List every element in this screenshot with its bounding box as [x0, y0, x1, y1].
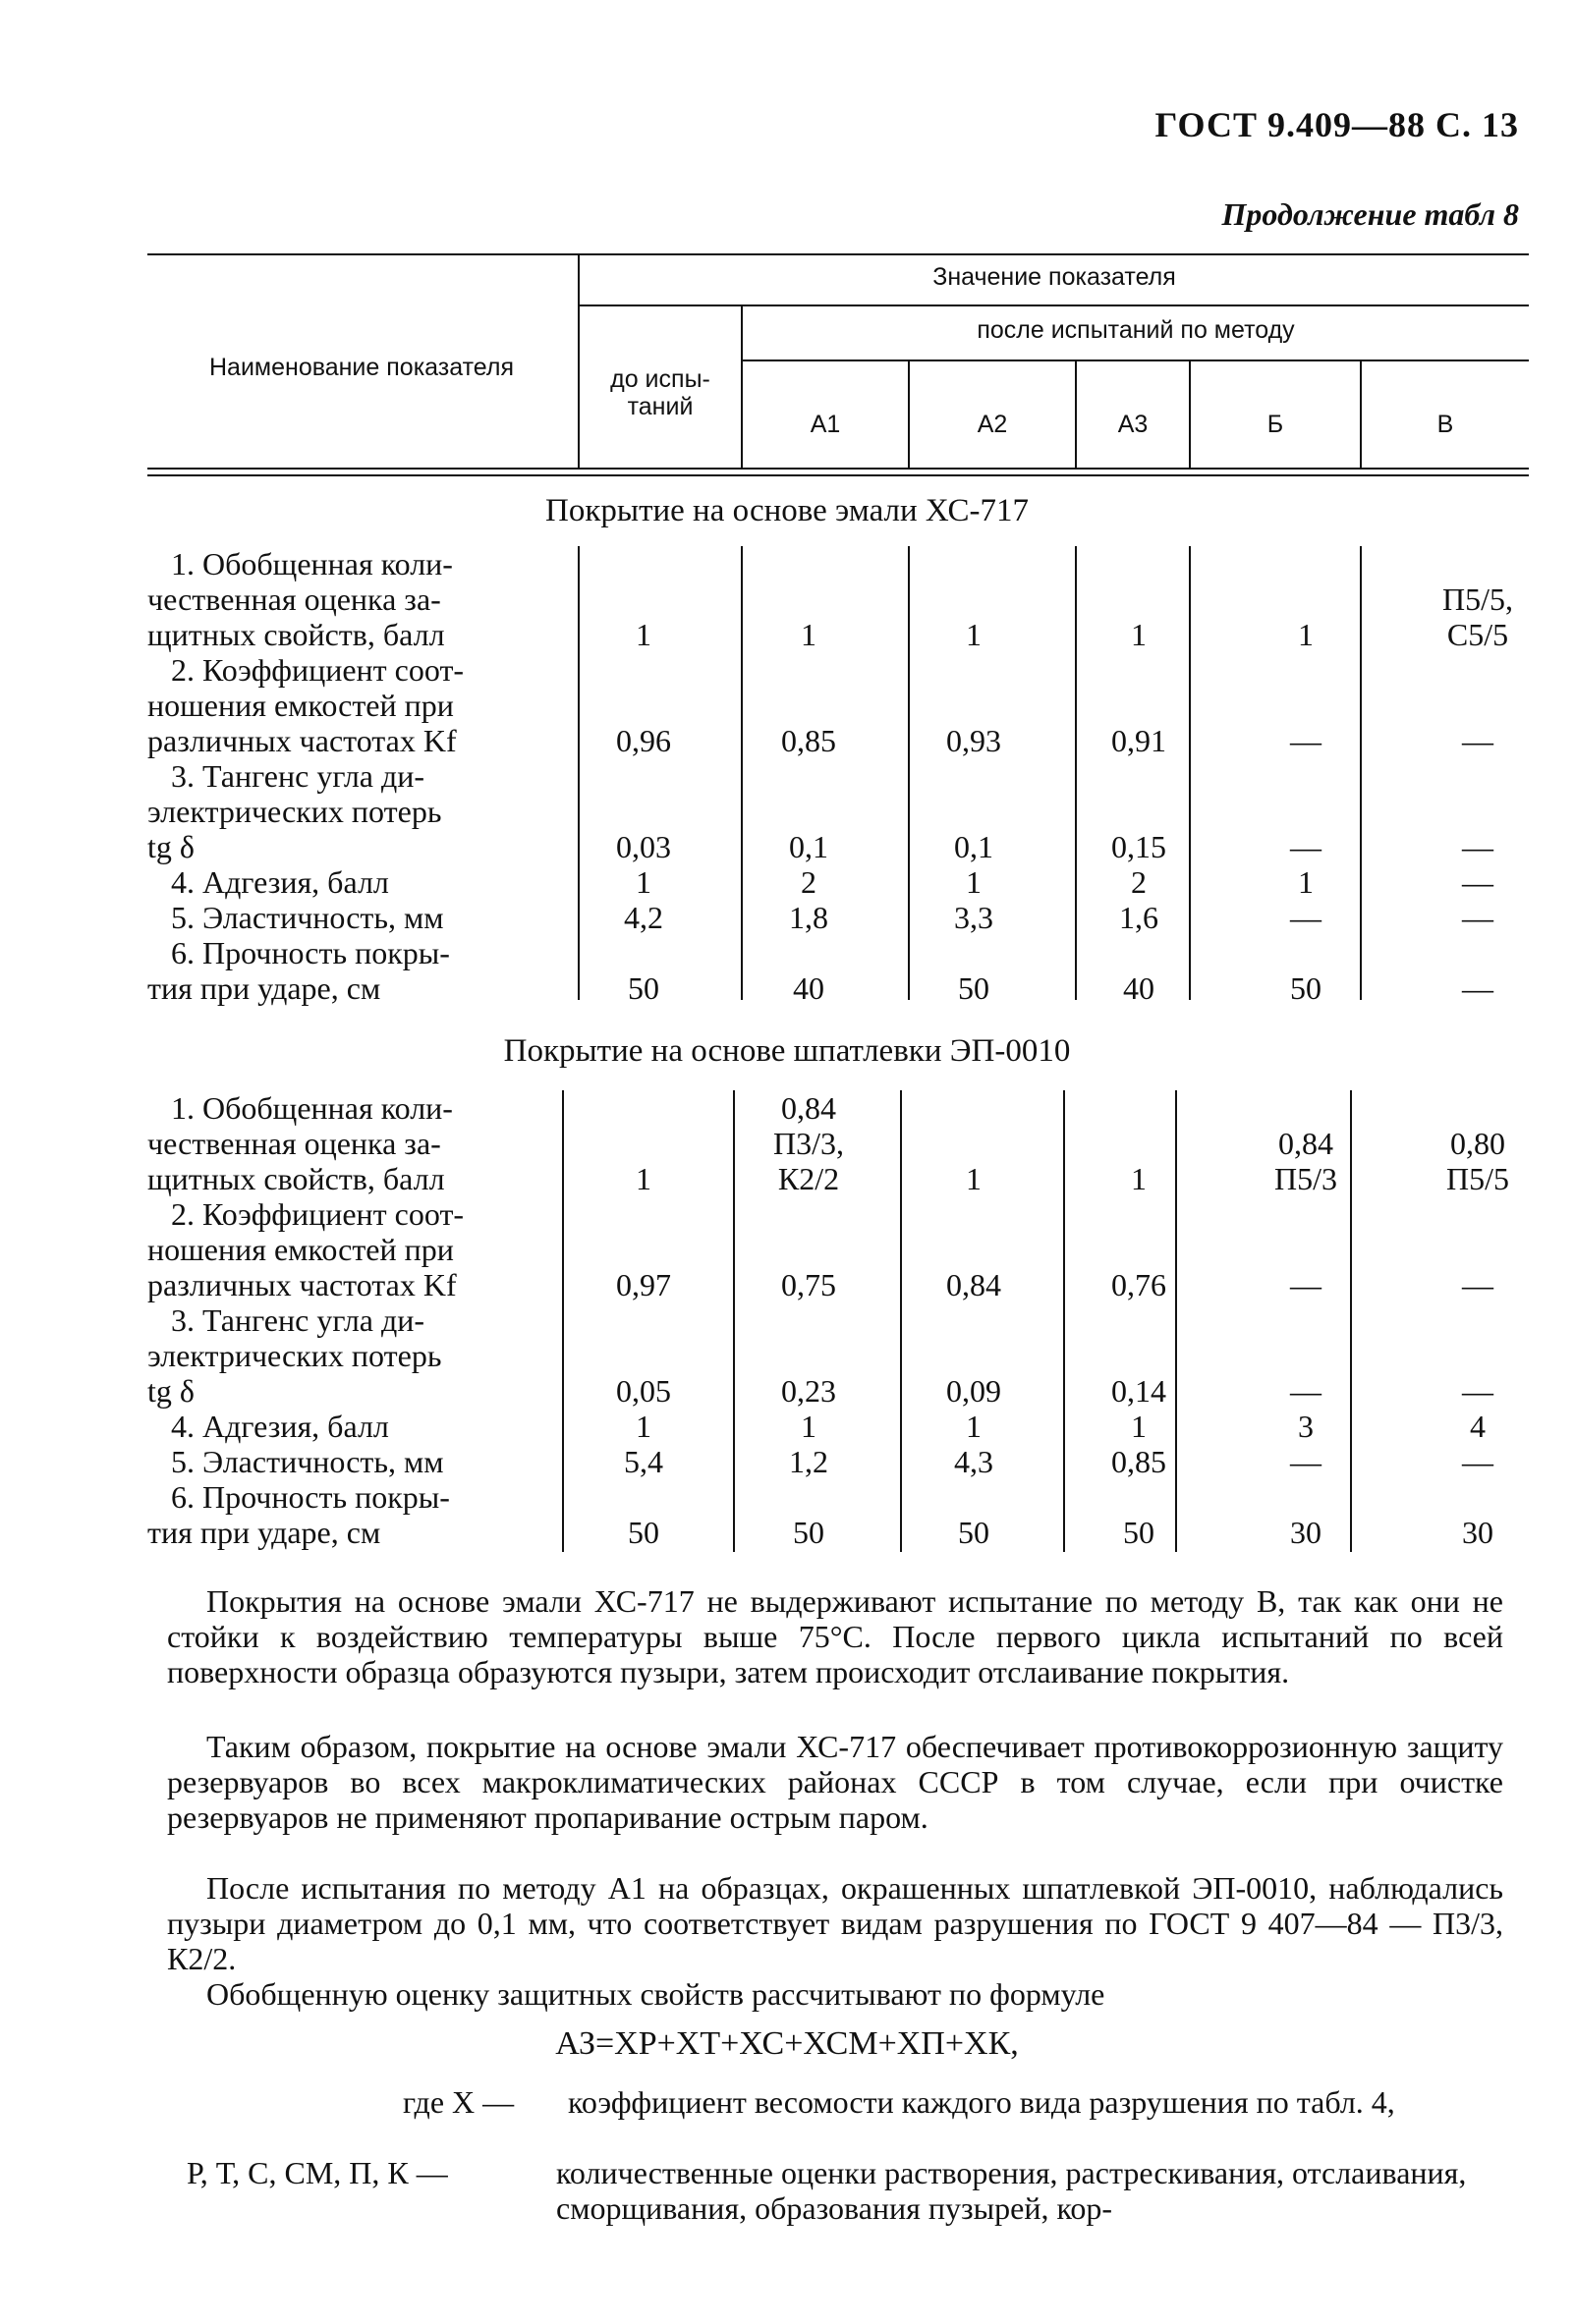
where-text-indices: количественные оценки растворения, растрескивания, отслаивания, сморщивания, образования пузырей, кор- [556, 2155, 1467, 2226]
value-cell: 0,85 [1111, 1444, 1166, 1479]
value-cell: 1 [1131, 1409, 1147, 1444]
table-row [147, 1444, 1529, 1479]
value-cell: 50 [1123, 1515, 1154, 1550]
value-cell: 0,1 [954, 829, 993, 864]
indicator-name [147, 1302, 560, 1409]
indicator-name [147, 1479, 560, 1550]
value-cell: 0,1 [789, 829, 828, 864]
where-term-indices: Р, Т, С, СМ, П, К — [187, 2155, 448, 2190]
value-cell: 50 [958, 1515, 989, 1550]
indicator-name-line: различных частотах Kf [147, 1267, 457, 1302]
value-cell: 1 [636, 617, 651, 652]
value-cell: — [1462, 1373, 1493, 1409]
indicator-name-line: различных частотах Kf [147, 723, 457, 758]
indicator-name-line: 3. Тангенс угла ди- [171, 758, 425, 794]
table-row [147, 1479, 1529, 1550]
indicator-name [147, 1444, 560, 1479]
value-cell: 1 [966, 1161, 982, 1196]
value-cell: — [1462, 970, 1493, 1006]
value-cell: 3 [1298, 1409, 1314, 1444]
header-before-tests: до испы- таний [610, 365, 710, 420]
value-cell: 1 [801, 1409, 816, 1444]
value-cell: — [1462, 1267, 1493, 1302]
header-method: А1 [810, 411, 841, 438]
header-method: А2 [977, 411, 1008, 438]
value-cell: 40 [1123, 970, 1154, 1006]
table-row [147, 900, 1529, 935]
table-body-ep0010 [147, 1090, 1529, 1550]
table-row [147, 546, 1529, 652]
value-cell: 1,8 [789, 900, 828, 935]
value-cell: 50 [958, 970, 989, 1006]
value-cell: 4,3 [954, 1444, 993, 1479]
value-cell: 1 [636, 1161, 651, 1196]
value-cell: 0,80 П5/5 [1446, 1126, 1509, 1196]
value-cell: — [1462, 864, 1493, 900]
value-cell: 1 [966, 617, 982, 652]
value-cell: 0,75 [781, 1267, 836, 1302]
header-method: А3 [1117, 411, 1149, 438]
table-row [147, 1090, 1529, 1196]
paragraph-4: Обобщенную оценку защитных свойств рассчитывают по формуле [206, 1976, 1105, 2012]
indicator-name [147, 652, 560, 758]
value-cell: 50 [628, 970, 659, 1006]
paragraph-1: Покрытия на основе эмали ХС-717 не выдерживают испытание по методу В, так как они не стойки к воздействию температуры выше 75°С. После первого цикла испытаний по всей поверхности образца образуются пузыри, затем происходит отслаивание покрытия. [167, 1583, 1503, 1689]
header-after-group: после испытаний по методу [977, 316, 1295, 344]
value-cell: 1 [966, 864, 982, 900]
paragraph-3: После испытания по методу А1 на образцах, окрашенных шпатлевкой ЭП-0010, наблюдались пузыри диаметром до 0,1 мм, что соответствует видам разрушения по ГОСТ 9 407—84 — П3/3, К2/2. [167, 1870, 1503, 1976]
header-value-group: Значение показателя [932, 263, 1176, 291]
value-cell: — [1290, 723, 1321, 758]
table-row [147, 1409, 1529, 1444]
value-cell: 50 [1290, 970, 1321, 1006]
value-cell: — [1290, 900, 1321, 935]
indicator-name [147, 1090, 560, 1196]
value-cell: 1 [636, 1409, 651, 1444]
value-cell: 4 [1470, 1409, 1486, 1444]
value-cell: 1 [636, 864, 651, 900]
value-cell: П5/5, С5/5 [1442, 581, 1513, 652]
value-cell: 1,6 [1119, 900, 1158, 935]
value-cell: 0,91 [1111, 723, 1166, 758]
table-row [147, 864, 1529, 900]
value-cell: 50 [628, 1515, 659, 1550]
value-cell: 0,15 [1111, 829, 1166, 864]
section-title-xc717: Покрытие на основе эмали ХС-717 [545, 493, 1029, 528]
indicator-name-line: 2. Коэффициент соот- [171, 1196, 465, 1232]
header-method: Б [1266, 411, 1284, 438]
table-row [147, 1302, 1529, 1409]
value-cell: 1 [1131, 617, 1147, 652]
value-cell: 40 [793, 970, 824, 1006]
value-cell: — [1290, 1444, 1321, 1479]
section-title-ep0010: Покрытие на основе шпатлевки ЭП-0010 [503, 1033, 1071, 1069]
indicator-name-line: тия при ударе, см [147, 1515, 381, 1550]
value-cell: 3,3 [954, 900, 993, 935]
value-cell: 0,84 П3/3, К2/2 [773, 1090, 844, 1196]
paragraph-2: Таким образом, покрытие на основе эмали ХС-717 обеспечивает противокоррозионную защиту резервуаров во всех макроклиматических районах СССР в том случае, если при очистке резервуаров не применяют пропаривание острым паром. [167, 1729, 1503, 1835]
value-cell: 1 [801, 617, 816, 652]
value-cell: 2 [801, 864, 816, 900]
value-cell: 30 [1462, 1515, 1493, 1550]
value-cell: 0,97 [616, 1267, 671, 1302]
page-header: ГОСТ 9.409—88 С. 13 [1154, 105, 1519, 144]
header-method: В [1436, 411, 1454, 438]
indicator-name-line: 6. Прочность покры- [171, 1479, 450, 1515]
value-cell: 30 [1290, 1515, 1321, 1550]
indicator-name-line: tg δ [147, 829, 195, 864]
table-row [147, 758, 1529, 864]
indicator-name [147, 864, 560, 900]
indicator-name-line: 1. Обобщенная коли- [171, 1090, 453, 1126]
indicator-name [147, 758, 560, 864]
indicator-name-line: чественная оценка за- [147, 1126, 441, 1161]
value-cell: 1 [1298, 617, 1314, 652]
value-cell: 0,84 П5/3 [1274, 1126, 1337, 1196]
value-cell: 0,09 [946, 1373, 1001, 1409]
indicator-name-line: щитных свойств, балл [147, 617, 445, 652]
indicator-name-line: ношения емкостей при [147, 688, 454, 723]
indicator-name-line: 6. Прочность покры- [171, 935, 450, 970]
indicator-name-line: tg δ [147, 1373, 195, 1409]
table-body-xc717 [147, 546, 1529, 1006]
value-cell: 0,84 [946, 1267, 1001, 1302]
indicator-name-line: 3. Тангенс угла ди- [171, 1302, 425, 1338]
value-cell: — [1290, 1267, 1321, 1302]
indicator-name-line: 5. Эластичность, мм [171, 1444, 444, 1479]
indicator-name-line: щитных свойств, балл [147, 1161, 445, 1196]
value-cell: 4,2 [624, 900, 663, 935]
value-cell: 1,2 [789, 1444, 828, 1479]
value-cell: 0,05 [616, 1373, 671, 1409]
indicator-name-line: тия при ударе, см [147, 970, 381, 1006]
table-row [147, 935, 1529, 1006]
indicator-name-line: электрических потерь [147, 794, 442, 829]
value-cell: 0,93 [946, 723, 1001, 758]
indicator-name-line: 5. Эластичность, мм [171, 900, 444, 935]
indicator-name [147, 935, 560, 1006]
where-term-x: где Х — [403, 2084, 515, 2120]
value-cell: — [1290, 829, 1321, 864]
value-cell: 0,76 [1111, 1267, 1166, 1302]
value-cell: 1 [966, 1409, 982, 1444]
value-cell: 5,4 [624, 1444, 663, 1479]
indicator-name-line: 4. Адгезия, балл [171, 1409, 389, 1444]
value-cell: 0,03 [616, 829, 671, 864]
header-name-column: Наименование показателя [209, 354, 514, 381]
indicator-name [147, 546, 560, 652]
where-text-x: коэффициент весомости каждого вида разрушения по табл. 4, [568, 2084, 1395, 2120]
indicator-name-line: 1. Обобщенная коли- [171, 546, 453, 581]
table-continuation-label: Продолжение табл 8 [1221, 196, 1519, 232]
value-cell: 0,96 [616, 723, 671, 758]
indicator-name [147, 1196, 560, 1302]
indicator-name-line: электрических потерь [147, 1338, 442, 1373]
indicator-name-line: 4. Адгезия, балл [171, 864, 389, 900]
value-cell: 0,14 [1111, 1373, 1166, 1409]
indicator-name [147, 900, 560, 935]
value-cell: 50 [793, 1515, 824, 1550]
table-row [147, 1196, 1529, 1302]
indicator-name [147, 1409, 560, 1444]
value-cell: 0,23 [781, 1373, 836, 1409]
table-row [147, 652, 1529, 758]
value-cell: — [1462, 829, 1493, 864]
value-cell: 2 [1131, 864, 1147, 900]
indicator-name-line: чественная оценка за- [147, 581, 441, 617]
value-cell: 1 [1298, 864, 1314, 900]
value-cell: — [1462, 900, 1493, 935]
indicator-name-line: 2. Коэффициент соот- [171, 652, 465, 688]
indicator-name-line: ношения емкостей при [147, 1232, 454, 1267]
value-cell: — [1462, 723, 1493, 758]
value-cell: 1 [1131, 1161, 1147, 1196]
value-cell: — [1462, 1444, 1493, 1479]
value-cell: 0,85 [781, 723, 836, 758]
formula: АЗ=ХР+ХТ+ХС+ХСМ+ХП+ХК, [555, 2025, 1019, 2062]
value-cell: — [1290, 1373, 1321, 1409]
